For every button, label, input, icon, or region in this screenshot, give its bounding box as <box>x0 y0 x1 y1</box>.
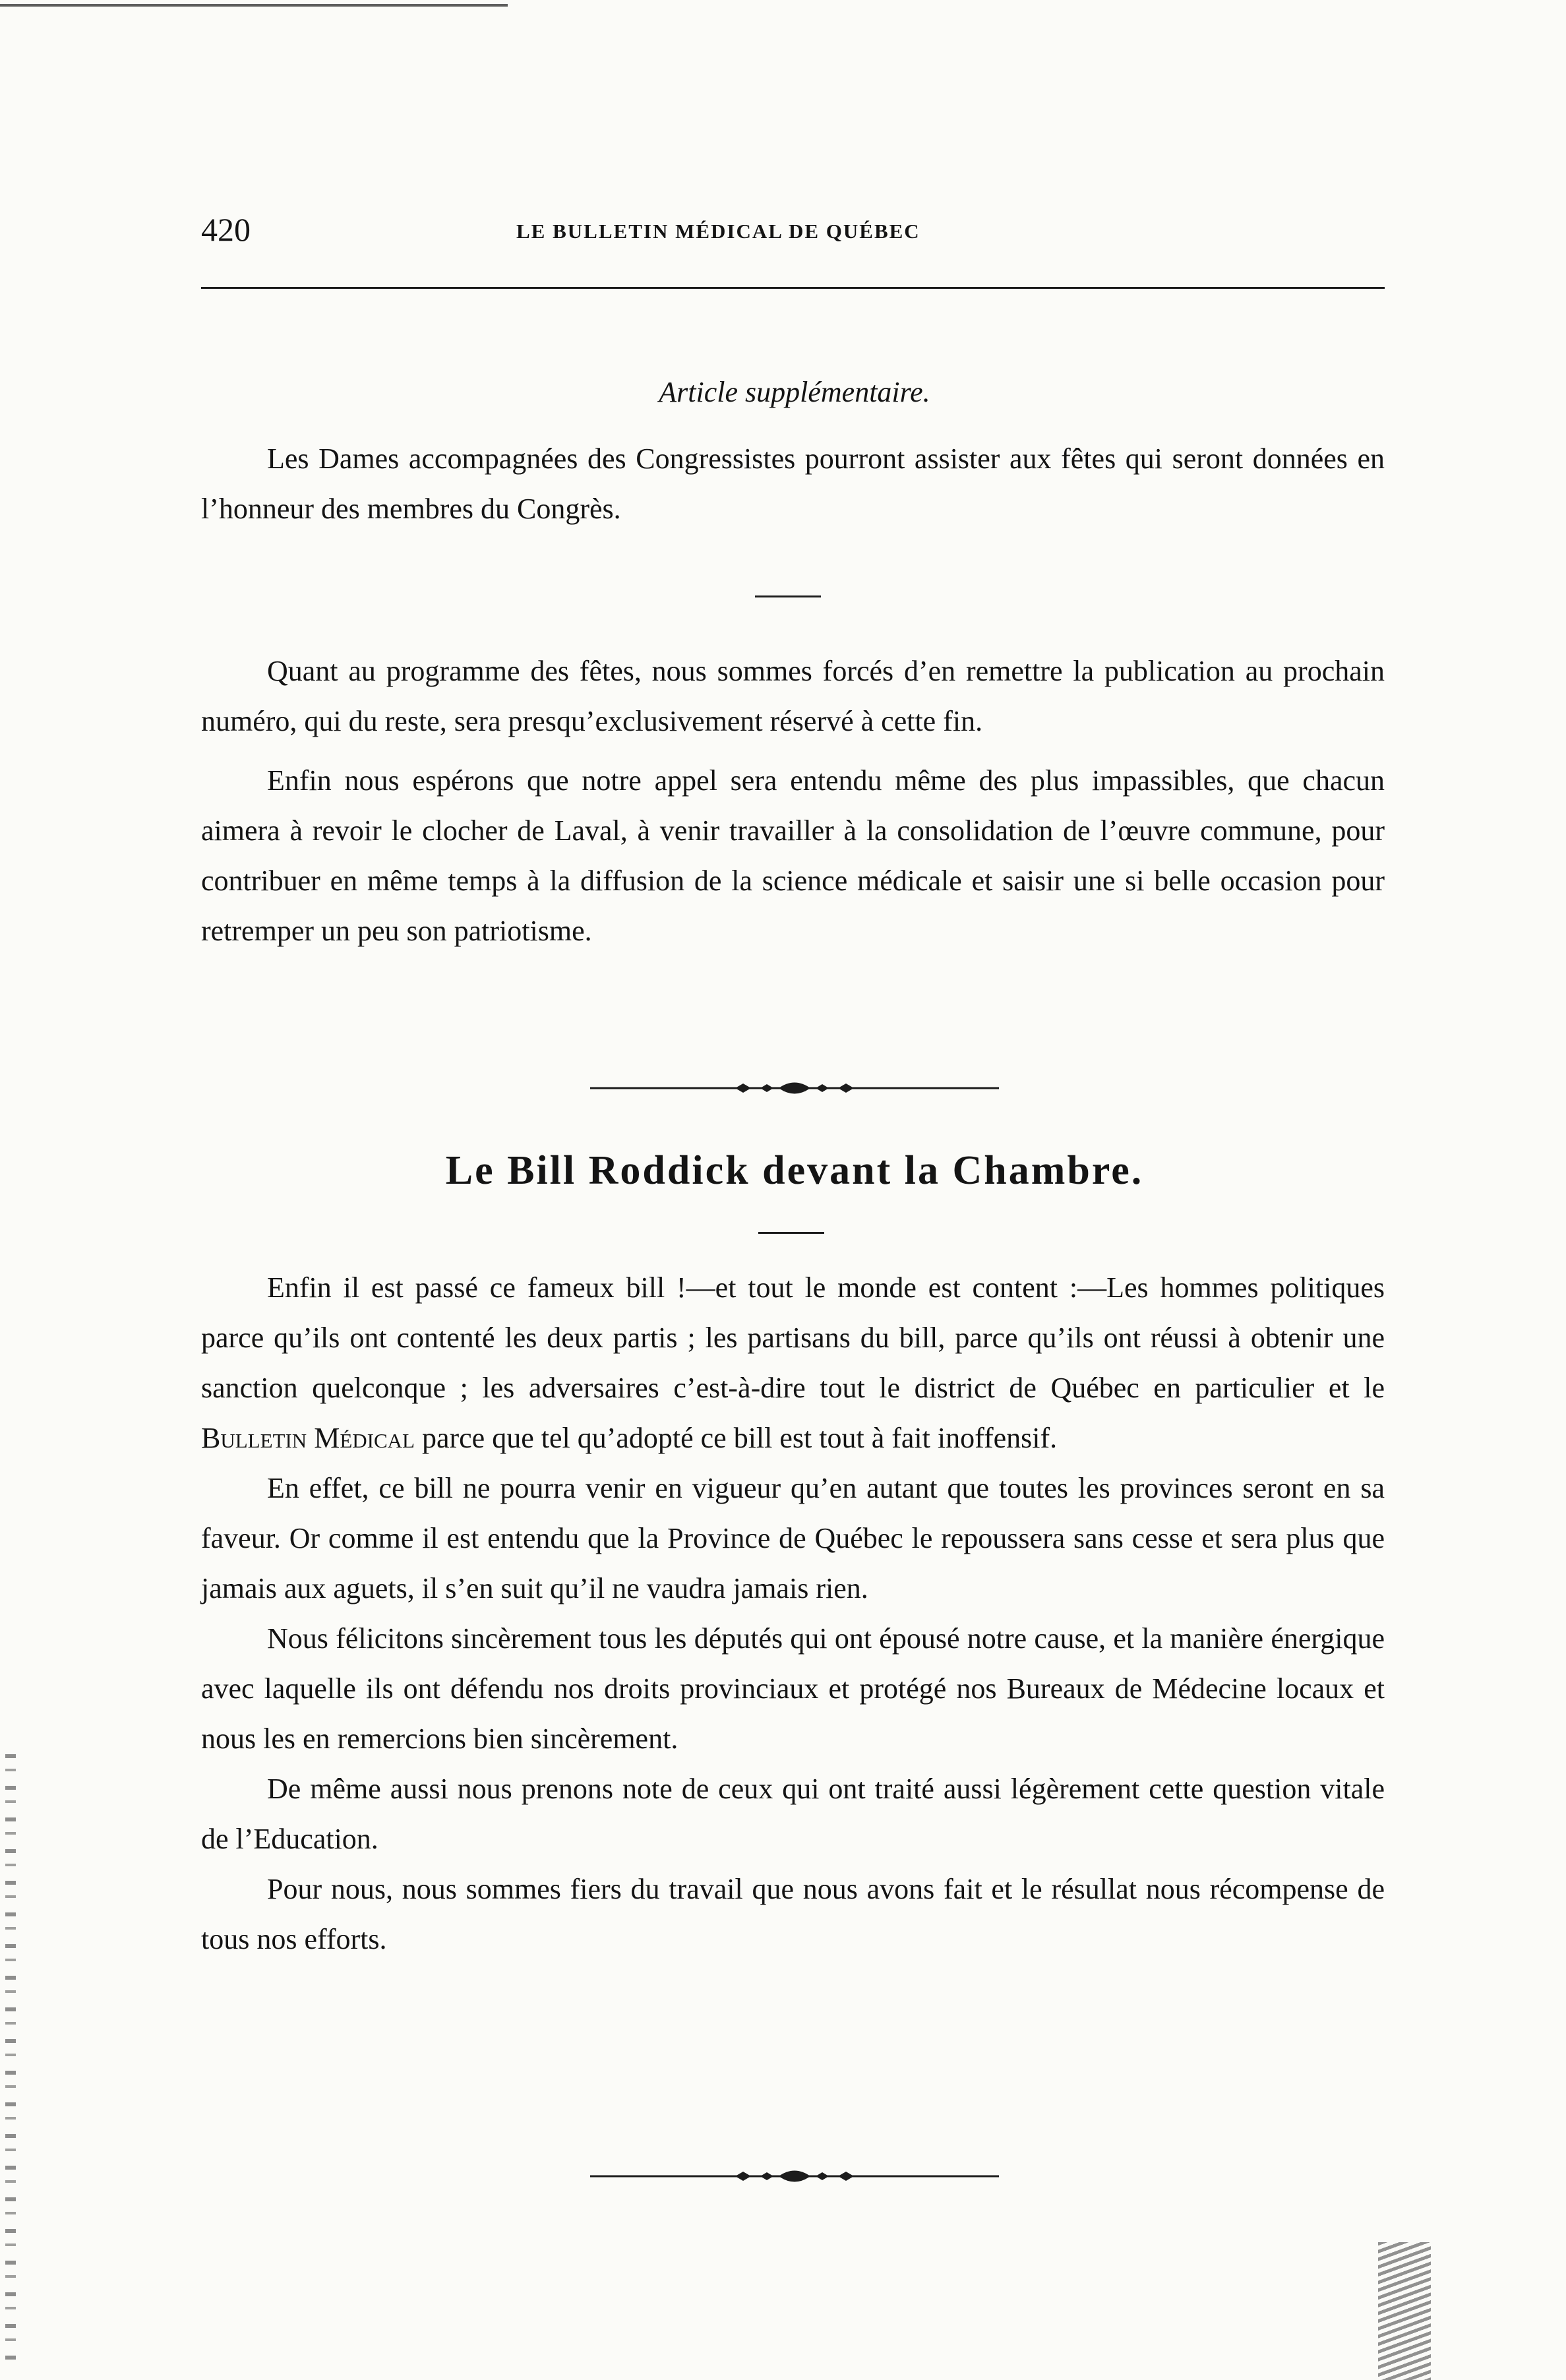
journal-name-inline: Bulletin Médical <box>201 1422 415 1454</box>
ornament-divider-2 <box>590 2166 999 2186</box>
article-paragraph-1 <box>201 1263 1385 1463</box>
intro-paragraph-2: Quant au programme des fêtes, nous sommes forcés d’en remettre la publication au prochain numéro, qui du reste, sera presqu’exclusivement réservé à cette fin. <box>201 655 1385 737</box>
article-heading: Article supplémentaire. <box>659 376 930 408</box>
article-paragraph-1-text: Enfin il est passé ce fameux bill !—et tout le monde est content :—Les hommes politiques parce qu’ils ont contenté les deux partis ; les partisans du bill, parce qu’ils ont réussi à obtenir une sanction quelconque ; les adversaires c’est-à-dire tout le district de Québec en particulier et le <box>201 1271 1385 1404</box>
article-body <box>201 1263 1385 1965</box>
ornament-divider-1 <box>590 1078 999 1098</box>
intro-paragraph-1: Les Dames accompagnées des Congressistes pourront assister aux fêtes qui seront données en l’honneur des membres du Congrès. <box>201 442 1385 525</box>
page-number: 420 <box>201 211 251 248</box>
journal-title: LE BULLETIN MÉDICAL DE QUÉBEC <box>516 220 920 243</box>
short-divider-2 <box>758 1232 824 1234</box>
article-paragraph-2: En effet, ce bill ne pourra venir en vigueur qu’en autant que toutes les provinces seront en sa faveur. Or comme il est entendu que la Province de Québec le repoussera sans cesse et sera plus que jamais aux aguets, il s’en suit qu’il ne vaudra jamais rien. <box>201 1472 1385 1604</box>
program-paragraph-block <box>201 646 1385 956</box>
header-rule <box>201 287 1385 289</box>
scan-artifact-left-edge <box>5 1754 16 2361</box>
article-paragraph-3: Nous félicitons sincèrement tous les députés qui ont épousé notre cause, et la manière énergique avec laquelle ils ont défendu nos droits provinciaux et protégé nos Bureaux de Médecine locaux et nous les en remercions bien sincèrement. <box>201 1622 1385 1755</box>
intro-paragraph-block <box>201 434 1385 534</box>
article-paragraph-1-end: parce que tel qu’adopté ce bill est tout à fait inoffensif. <box>421 1422 1058 1454</box>
running-head <box>201 210 1388 249</box>
intro-paragraph-3: Enfin nous espérons que notre appel sera entendu même des plus impassibles, que chacun aimera à revoir le clocher de Laval, à venir travailler à la consolidation de l’œuvre commune, pour contribuer en même temps à la diffusion de la science médicale et saisir une si belle occasion pour retremper un peu son patriotisme. <box>201 764 1385 947</box>
article-paragraph-5: Pour nous, nous sommes fiers du travail que nous avons fait et le résullat nous récompense de tous nos efforts. <box>201 1873 1385 1955</box>
short-divider-1 <box>755 595 821 597</box>
book-page <box>201 0 1388 2380</box>
article-paragraph-4: De même aussi nous prenons note de ceux qui ont traité aussi légèrement cette question vitale de l’Education. <box>201 1773 1385 1855</box>
section-title: Le Bill Roddick devant la Chambre. <box>445 1148 1144 1193</box>
